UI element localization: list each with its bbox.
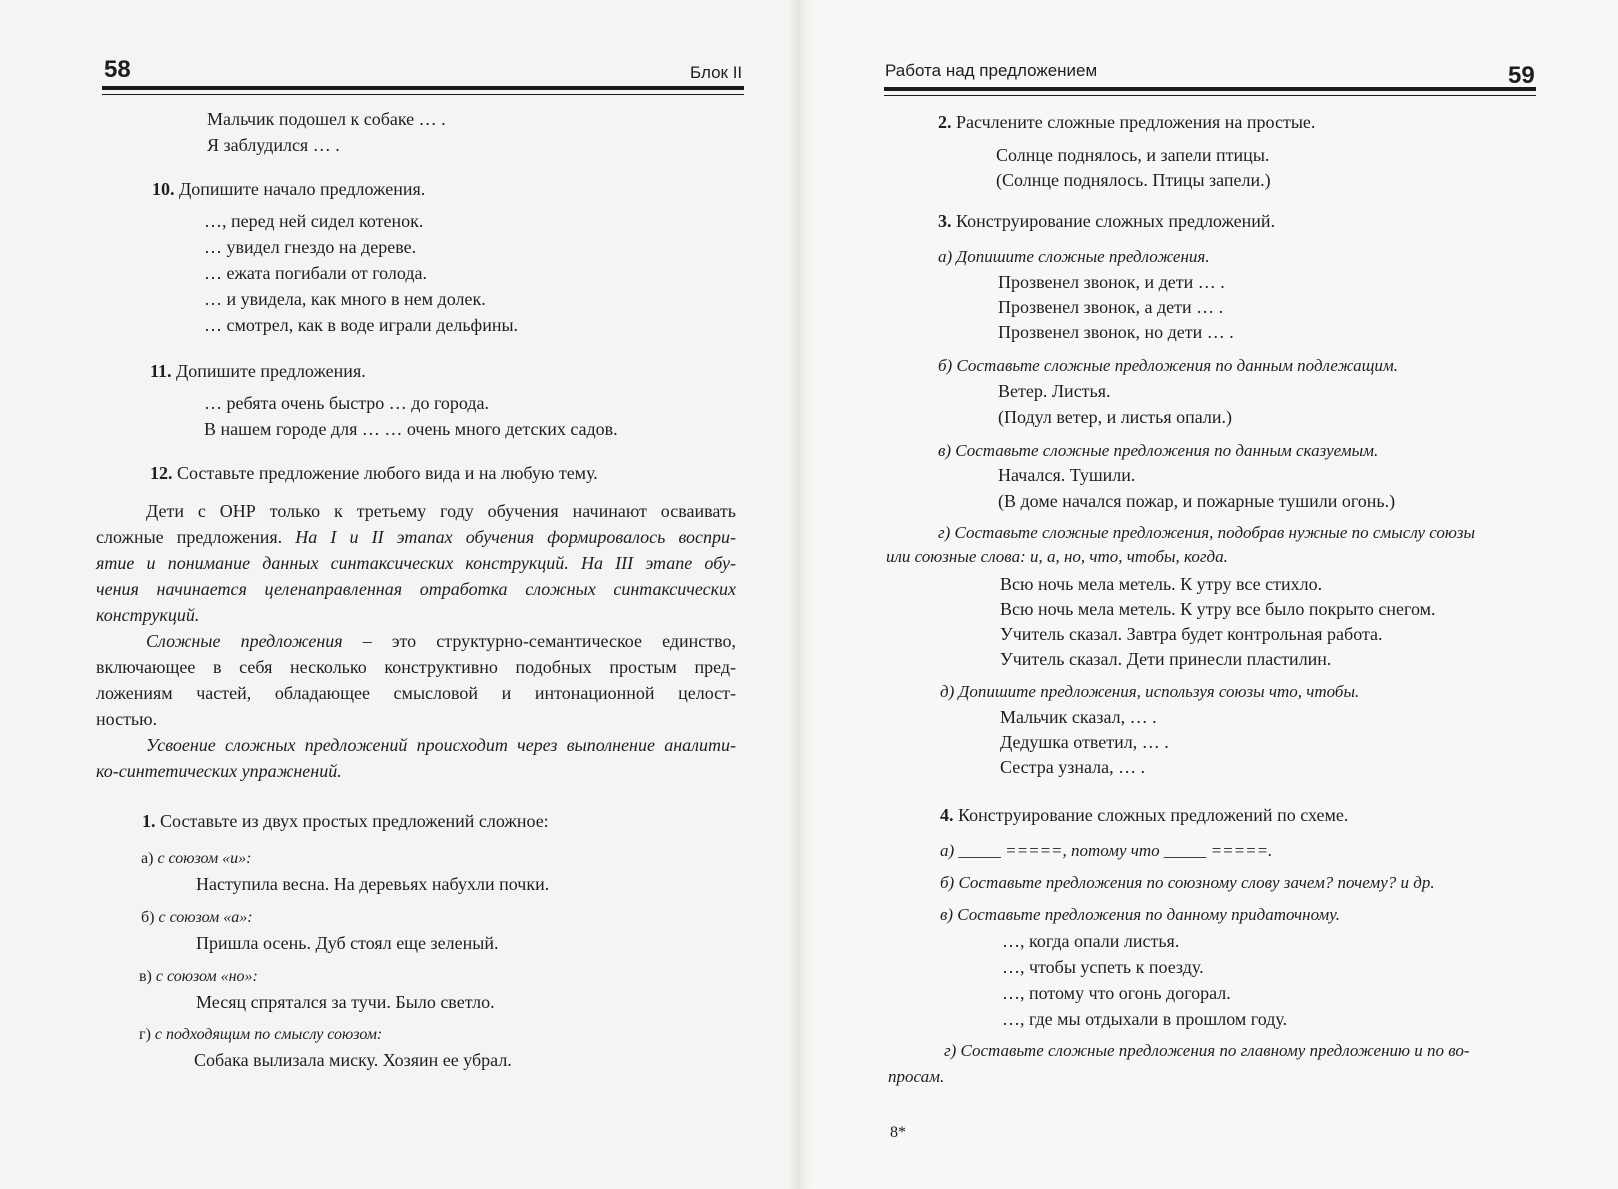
list-item: Солнце поднялось, и запели птицы. <box>996 145 1270 165</box>
left-page-number: 58 <box>104 56 131 83</box>
task-number: 2. <box>938 112 952 132</box>
task-number: 1. <box>142 811 156 831</box>
right-page-number: 59 <box>1508 62 1535 89</box>
subtask-heading: б) Составьте предложения по союзному слову зачем? почему? и др. <box>940 873 1435 892</box>
subtask-heading: г) Составьте сложные предложения, подобрав нужные по смыслу союзы <box>938 523 1476 542</box>
subtask-heading: г) Составьте сложные предложения по главному предложению и по во- <box>944 1041 1470 1060</box>
task-2 <box>938 111 1315 133</box>
list-item: Сестра узнала, … . <box>1000 757 1146 777</box>
task-1 <box>142 810 549 832</box>
subtask-heading: а) Допишите сложные предложения. <box>938 247 1210 266</box>
example-sentence: Месяц спрятался за тучи. Было светло. <box>196 992 495 1012</box>
example-sentence: Пришла осень. Дуб стоял еще зеленый. <box>196 933 499 953</box>
subtask-heading-cont: или союзные слова: и, а, но, что, чтобы, когда. <box>886 547 1228 566</box>
example-sentence: Собака вылизала миску. Хозяин ее убрал. <box>194 1050 512 1070</box>
paragraph-line: ятие и понимание данных синтаксических конструкций. На III этапе обу- <box>96 553 736 573</box>
list-item: …, когда опали листья. <box>1002 931 1180 951</box>
list-item: Прозвенел звонок, но дети … . <box>998 322 1234 342</box>
subtask-label <box>139 966 258 988</box>
italic-text: На I и II этапах обучения формировалось воспри- <box>295 527 736 547</box>
task-text: Конструирование сложных предложений по схеме. <box>958 805 1349 825</box>
task-text: Допишите предложения. <box>176 361 366 381</box>
text-line: Я заблудился … . <box>207 135 340 155</box>
paragraph-method <box>96 732 736 784</box>
right-header-rule <box>884 87 1536 91</box>
subtask-letter: б) <box>141 909 155 926</box>
paragraph-line: Дети с ОНР только к третьему году обучения начинают осваивать <box>146 501 736 521</box>
task-number: 10. <box>152 179 175 199</box>
task-3 <box>938 210 1275 232</box>
plain-text: сложные предложения. <box>96 527 283 547</box>
list-item: Начался. Тушили. <box>998 465 1136 485</box>
list-item: …, потому что огонь догорал. <box>1002 983 1231 1003</box>
list-item: Учитель сказал. Завтра будет контрольная работа. <box>1000 624 1383 644</box>
list-item: Всю ночь мела метель. К утру все стихло. <box>1000 574 1323 594</box>
subtask-label <box>141 907 253 929</box>
paragraph-line: конструкций. <box>96 605 200 625</box>
task-text: Конструирование сложных предложений. <box>956 211 1276 231</box>
task-11 <box>150 360 366 382</box>
italic-term: Сложные предложения <box>146 631 343 651</box>
list-item: Мальчик сказал, … . <box>1000 707 1157 727</box>
list-item: (В доме начался пожар, и пожарные тушили огонь.) <box>998 491 1396 511</box>
paragraph-line: ко-синтетических упражнений. <box>96 761 342 781</box>
scheme-line: а) _____ =====, потому что _____ =====. <box>940 841 1273 860</box>
right-running-head: Работа над предложением <box>885 61 1098 80</box>
paragraph-line: ложениям частей, обладающее смысловой и интонационной целост- <box>96 683 736 703</box>
list-item: В нашем городе для … … очень много детских садов. <box>204 419 618 439</box>
book-gutter <box>788 0 812 1189</box>
task-number: 11. <box>150 361 172 381</box>
task-text: Расчлените сложные предложения на простые. <box>956 112 1316 132</box>
subtask-heading: б) Составьте сложные предложения по данным подлежащим. <box>938 356 1399 375</box>
list-item: (Подул ветер, и листья опали.) <box>998 407 1233 427</box>
list-item: Прозвенел звонок, и дети … . <box>998 272 1225 292</box>
paragraph-line: ностью. <box>96 709 158 729</box>
subtask-heading: д) Допишите предложения, используя союзы что, чтобы. <box>940 682 1360 701</box>
paragraph-line <box>96 524 736 550</box>
task-number: 4. <box>940 805 954 825</box>
list-item: … смотрел, как в воде играли дельфины. <box>204 315 519 335</box>
left-header-rule <box>102 86 744 90</box>
paragraph-line: включающее в себя несколько конструктивно подобных простым пред- <box>96 657 736 677</box>
list-item: …, перед ней сидел котенок. <box>204 211 424 231</box>
text-line: Мальчик подошел к собаке … . <box>207 109 446 129</box>
task-text: Составьте предложение любого вида и на любую тему. <box>177 463 598 483</box>
subtask-letter: в) <box>139 968 152 985</box>
list-item: … ежата погибали от голода. <box>204 263 428 283</box>
list-item: Прозвенел звонок, а дети … . <box>998 297 1224 317</box>
subtask-hint: с союзом «и»: <box>157 850 252 867</box>
left-running-head: Блок II <box>690 63 743 82</box>
list-item: … увидел гнездо на дереве. <box>204 237 417 257</box>
list-item: Ветер. Листья. <box>998 381 1111 401</box>
subtask-hint: с союзом «но»: <box>155 968 258 985</box>
list-item: Дедушка ответил, … . <box>1000 732 1169 752</box>
subtask-label <box>139 1024 382 1046</box>
subtask-heading: в) Составьте предложения по данному придаточному. <box>940 905 1340 924</box>
task-number: 3. <box>938 211 952 231</box>
list-item: Всю ночь мела метель. К утру все было покрыто снегом. <box>1000 599 1436 619</box>
subtask-hint: с союзом «а»: <box>158 909 253 926</box>
subtask-letter: г) <box>139 1026 151 1043</box>
task-number: 12. <box>150 463 173 483</box>
plain-text: – это структурно-семантическое единство, <box>342 631 736 651</box>
paragraph-line: Усвоение сложных предложений происходит через выполнение аналити- <box>146 735 736 755</box>
signature-mark: 8* <box>890 1124 906 1141</box>
list-item: …, где мы отдыхали в прошлом году. <box>1002 1009 1288 1029</box>
subtask-hint: с подходящим по смыслу союзом: <box>154 1026 383 1043</box>
example-sentence: Наступила весна. На деревьях набухли почки. <box>196 874 550 894</box>
subtask-heading: в) Составьте сложные предложения по данным сказуемым. <box>938 441 1379 460</box>
list-item: (Солнце поднялось. Птицы запели.) <box>996 170 1271 190</box>
subtask-letter: а) <box>141 850 154 867</box>
task-12 <box>150 462 598 484</box>
list-item: Учитель сказал. Дети принесли пластилин. <box>1000 649 1332 669</box>
list-item: … и увидела, как много в нем долек. <box>204 289 486 309</box>
paragraph-line: чения начинается целенаправленная отработка сложных синтаксических <box>96 579 736 599</box>
paragraph-line <box>96 628 736 654</box>
task-4 <box>940 804 1348 826</box>
list-item: …, чтобы успеть к поезду. <box>1002 957 1204 977</box>
task-10 <box>152 178 425 200</box>
task-text: Допишите начало предложения. <box>179 179 426 199</box>
paragraph-intro <box>96 498 736 628</box>
task-text: Составьте из двух простых предложений сложное: <box>160 811 549 831</box>
right-header-rule-thin <box>884 95 1536 96</box>
list-item: … ребята очень быстро … до города. <box>204 393 490 413</box>
left-header-rule-thin <box>102 94 744 95</box>
paragraph-definition <box>96 628 736 732</box>
subtask-heading-cont: просам. <box>888 1067 945 1086</box>
subtask-label <box>141 848 251 870</box>
